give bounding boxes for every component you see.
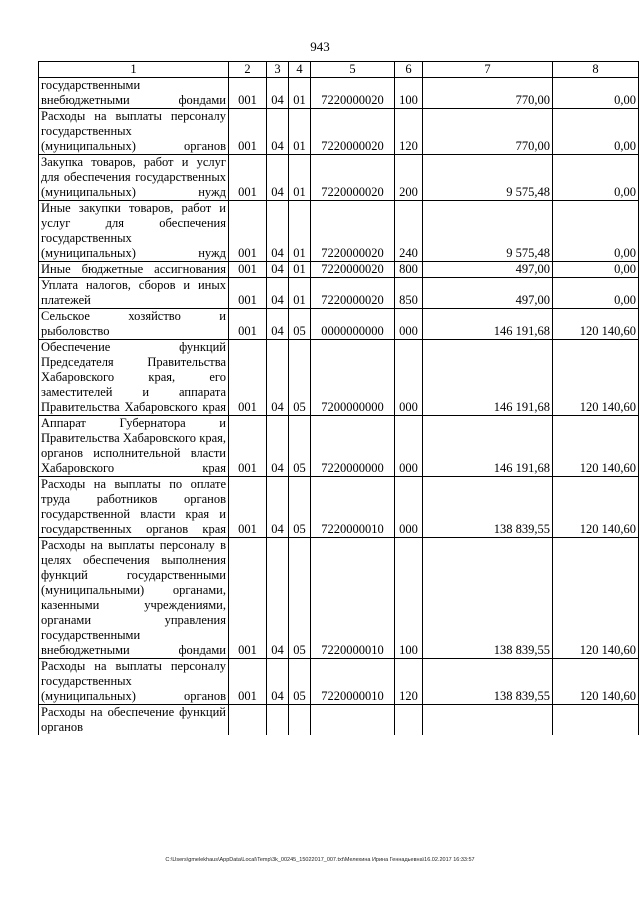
row-section: 04 (267, 477, 289, 538)
table-row (39, 109, 639, 155)
row-section (267, 705, 289, 736)
row-amount-2: 120 140,60 (553, 659, 639, 705)
table-row (39, 538, 639, 659)
row-amount-2 (553, 705, 639, 736)
row-section: 04 (267, 262, 289, 278)
row-section: 04 (267, 278, 289, 309)
column-header: 6 (395, 62, 423, 78)
column-header: 2 (229, 62, 267, 78)
file-path-footer: C:\Users\gmelekhaus\AppData\Local\Temp\3k_00245_15022017_007.txt\Мелехина Ирина Геннадьевна\16.02.2017 16:33:57 (165, 857, 475, 863)
row-amount-2: 120 140,60 (553, 416, 639, 477)
row-target: 7220000000 (311, 416, 395, 477)
row-target: 7220000020 (311, 262, 395, 278)
row-code: 001 (229, 538, 267, 659)
row-name: Иные закупки товаров, работ и услуг для обеспечения государственных (муниципальных) нужд (39, 201, 229, 262)
page-number: 943 (310, 39, 330, 54)
row-subsection: 05 (289, 340, 311, 416)
row-amount-1: 497,00 (423, 262, 553, 278)
row-type (395, 705, 423, 736)
row-section: 04 (267, 340, 289, 416)
row-amount-1: 9 575,48 (423, 155, 553, 201)
table-row (39, 340, 639, 416)
table-row (39, 201, 639, 262)
row-subsection: 05 (289, 416, 311, 477)
row-section: 04 (267, 659, 289, 705)
row-amount-2: 120 140,60 (553, 309, 639, 340)
row-type: 200 (395, 155, 423, 201)
row-amount-1 (423, 705, 553, 736)
row-target: 7220000020 (311, 155, 395, 201)
row-target: 7220000020 (311, 201, 395, 262)
row-target: 7220000020 (311, 278, 395, 309)
row-subsection: 05 (289, 309, 311, 340)
row-amount-1: 9 575,48 (423, 201, 553, 262)
row-code: 001 (229, 340, 267, 416)
row-section: 04 (267, 309, 289, 340)
row-code: 001 (229, 477, 267, 538)
row-amount-1: 146 191,68 (423, 309, 553, 340)
row-name: Аппарат Губернатора и Правительства Хабаровского края, органов исполнительной власти Хабаровского края (39, 416, 229, 477)
row-target: 0000000000 (311, 309, 395, 340)
row-type: 000 (395, 309, 423, 340)
row-amount-2: 0,00 (553, 262, 639, 278)
row-subsection: 01 (289, 109, 311, 155)
column-header: 8 (553, 62, 639, 78)
row-type: 850 (395, 278, 423, 309)
row-code: 001 (229, 416, 267, 477)
row-amount-2: 120 140,60 (553, 538, 639, 659)
row-name: Расходы на выплаты персоналу государственных (муниципальных) органов (39, 109, 229, 155)
row-type: 000 (395, 416, 423, 477)
row-type: 000 (395, 340, 423, 416)
row-amount-1: 138 839,55 (423, 538, 553, 659)
column-header: 4 (289, 62, 311, 78)
row-name: Сельское хозяйство и рыболовство (39, 309, 229, 340)
row-amount-2: 0,00 (553, 155, 639, 201)
row-name: Расходы на выплаты персоналу государственных (муниципальных) органов (39, 659, 229, 705)
row-section: 04 (267, 109, 289, 155)
row-subsection (289, 705, 311, 736)
table-row (39, 278, 639, 309)
row-subsection: 01 (289, 78, 311, 109)
table-row (39, 78, 639, 109)
row-subsection: 05 (289, 659, 311, 705)
row-target: 7220000010 (311, 477, 395, 538)
row-amount-1: 770,00 (423, 78, 553, 109)
column-header: 7 (423, 62, 553, 78)
row-code: 001 (229, 262, 267, 278)
row-code: 001 (229, 109, 267, 155)
row-target: 7220000020 (311, 109, 395, 155)
row-code: 001 (229, 155, 267, 201)
row-type: 100 (395, 538, 423, 659)
row-name: Расходы на выплаты персоналу в целях обеспечения выполнения функций государственными (муниципальными) органами, казенными учреждениями, органами управления государственными внебюджетными фондами (39, 538, 229, 659)
row-subsection: 01 (289, 201, 311, 262)
row-section: 04 (267, 416, 289, 477)
row-subsection: 01 (289, 155, 311, 201)
table-row (39, 477, 639, 538)
row-name: Расходы на обеспечение функций органов (39, 705, 229, 736)
row-amount-1: 146 191,68 (423, 416, 553, 477)
row-amount-1: 138 839,55 (423, 659, 553, 705)
header-row (39, 62, 639, 78)
row-type: 120 (395, 109, 423, 155)
row-name: государственными внебюджетными фондами (39, 78, 229, 109)
row-section: 04 (267, 538, 289, 659)
row-code: 001 (229, 309, 267, 340)
row-amount-2: 0,00 (553, 78, 639, 109)
row-section: 04 (267, 155, 289, 201)
row-amount-2: 0,00 (553, 278, 639, 309)
row-subsection: 05 (289, 477, 311, 538)
table-row (39, 659, 639, 705)
row-amount-1: 138 839,55 (423, 477, 553, 538)
row-target: 7220000020 (311, 78, 395, 109)
row-subsection: 01 (289, 278, 311, 309)
row-target: 7220000010 (311, 538, 395, 659)
table-row (39, 155, 639, 201)
row-code (229, 705, 267, 736)
row-code: 001 (229, 659, 267, 705)
row-name: Закупка товаров, работ и услуг для обеспечения государственных (муниципальных) нужд (39, 155, 229, 201)
row-name: Иные бюджетные ассигнования (39, 262, 229, 278)
row-section: 04 (267, 201, 289, 262)
row-code: 001 (229, 78, 267, 109)
column-header: 1 (39, 62, 229, 78)
table-row (39, 309, 639, 340)
row-code: 001 (229, 278, 267, 309)
row-type: 800 (395, 262, 423, 278)
row-name: Обеспечение функций Председателя Правительства Хабаровского края, его заместителей и аппарата Правительства Хабаровского края (39, 340, 229, 416)
table-row (39, 262, 639, 278)
row-amount-1: 497,00 (423, 278, 553, 309)
table-row (39, 416, 639, 477)
row-section: 04 (267, 78, 289, 109)
row-target: 7200000000 (311, 340, 395, 416)
row-type: 240 (395, 201, 423, 262)
column-header: 5 (311, 62, 395, 78)
row-target (311, 705, 395, 736)
row-subsection: 01 (289, 262, 311, 278)
row-amount-2: 120 140,60 (553, 340, 639, 416)
row-subsection: 05 (289, 538, 311, 659)
row-amount-2: 0,00 (553, 109, 639, 155)
row-amount-1: 146 191,68 (423, 340, 553, 416)
column-header: 3 (267, 62, 289, 78)
row-code: 001 (229, 201, 267, 262)
row-type: 000 (395, 477, 423, 538)
table-row (39, 705, 639, 736)
row-amount-2: 120 140,60 (553, 477, 639, 538)
row-name: Уплата налогов, сборов и иных платежей (39, 278, 229, 309)
row-target: 7220000010 (311, 659, 395, 705)
row-type: 100 (395, 78, 423, 109)
row-type: 120 (395, 659, 423, 705)
row-amount-2: 0,00 (553, 201, 639, 262)
row-amount-1: 770,00 (423, 109, 553, 155)
row-name: Расходы на выплаты по оплате труда работников органов государственной власти края и государственных органов края (39, 477, 229, 538)
budget-table (38, 61, 639, 735)
